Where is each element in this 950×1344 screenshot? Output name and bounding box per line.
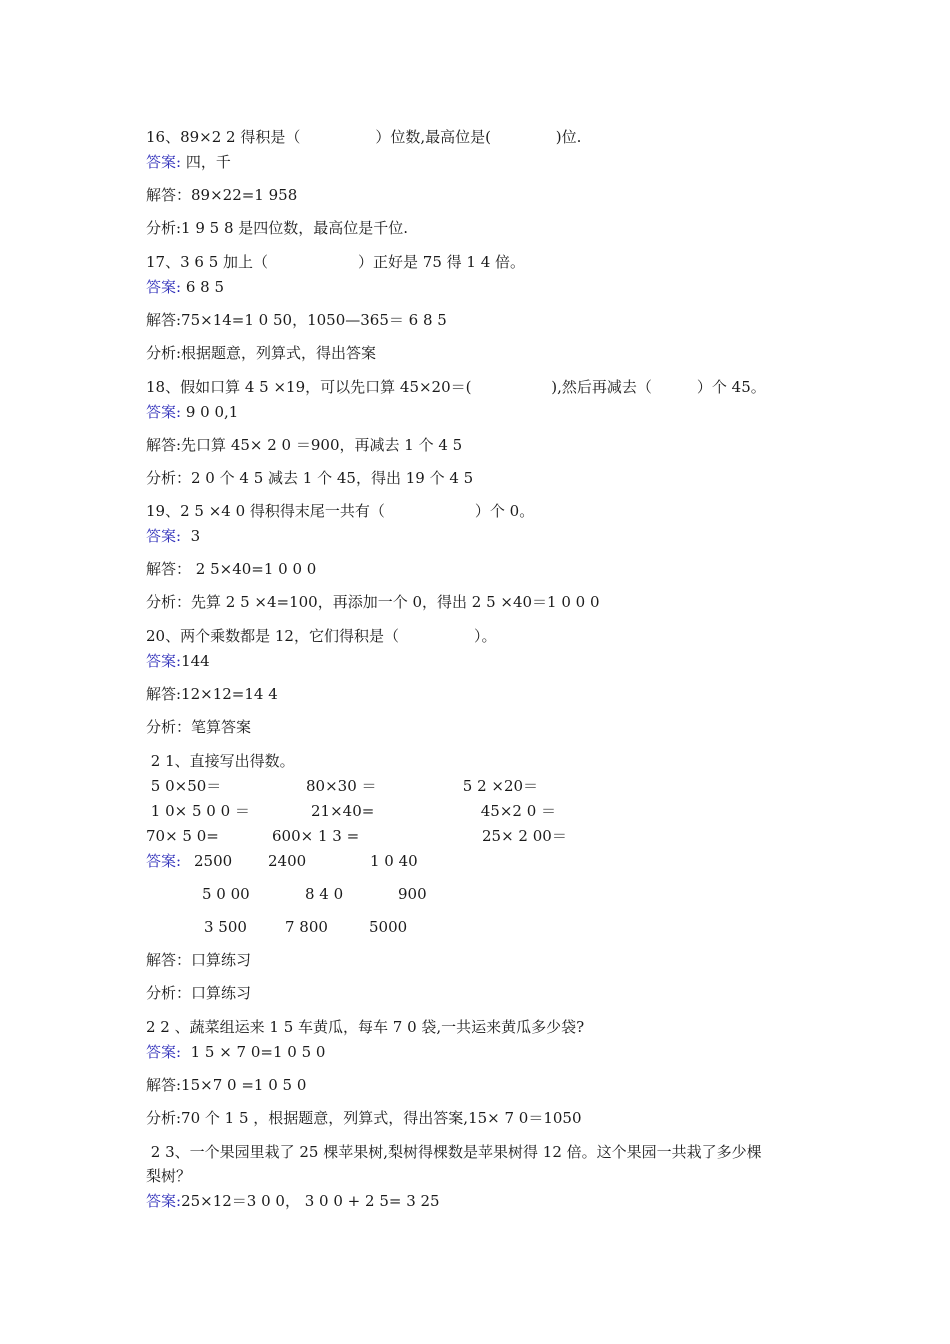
answer-value: 1 5 × 7 0=1 0 5 0 [181,1043,326,1061]
solution-19: 解答： 2 5×40=1 0 0 0 [146,560,317,578]
solution-18: 解答:先口算 45× 2 0 ＝900，再减去 1 个 4 5 [146,436,463,454]
mental-math-answer: 5000 [369,918,408,936]
answer-value: 6 8 5 [181,278,224,296]
question-22: 2 2 、蔬菜组运来 1 5 车黄瓜，每车 7 0 袋,一共运来黄瓜多少袋? [146,1018,585,1036]
answer-16 [146,152,231,172]
mental-math-problem: 45×2 0 ＝ [476,802,557,820]
answer-20 [146,651,210,671]
analysis-21: 分析：口算练习 [146,984,252,1002]
mental-math-answer: 1 0 40 [370,852,418,870]
mental-math-problem: 5 0×50＝ [146,777,222,795]
question-20: 20、两个乘数都是 12，它们得积是（ ）。 [146,627,497,645]
answer-label: 答案: [146,652,182,670]
mental-math-answer: 5 0 00 [202,885,250,903]
mental-math-problem: 600× 1 3 = [272,827,360,845]
answer-value: 9 0 0,1 [181,403,239,421]
mental-math-problem: 5 2 ×20＝ [458,777,539,795]
answer-label: 答案: [146,278,182,296]
mental-math-answer: 3 500 [204,918,247,936]
analysis-16: 分析:1 9 5 8 是四位数，最高位是千位. [146,219,409,237]
answer-18 [146,402,238,422]
mental-math-answer: 8 4 0 [305,885,344,903]
solution-20: 解答:12×12=14 4 [146,685,278,703]
mental-math-problem: 80×30 ＝ [306,777,377,795]
answer-22 [146,1042,325,1062]
answer-value: 四，千 [181,153,231,171]
answer-label: 答案: [146,852,182,870]
question-16: 16、89×2 2 得积是（ ）位数,最高位是( )位. [146,128,582,146]
mental-math-problem: 25× 2 00＝ [482,827,567,845]
analysis-22: 分析:70 个 1 5 ，根据题意，列算式，得出答案,15× 7 0＝1050 [146,1109,582,1127]
analysis-18: 分析：2 0 个 4 5 减去 1 个 45，得出 19 个 4 5 [146,469,474,487]
solution-21: 解答：口算练习 [146,951,252,969]
answer-value: 144 [181,652,210,670]
question-19: 19、2 5 ×4 0 得积得末尾一共有（ ）个 0。 [146,502,535,520]
analysis-17: 分析:根据题意，列算式，得出答案 [146,344,377,362]
mental-math-problem: 70× 5 0= [146,827,219,845]
question-21: 2 1、直接写出得数。 [146,752,295,770]
answer-value: 3 [181,527,201,545]
question-18: 18、假如口算 4 5 ×19，可以先口算 45×20＝( ),然后再减去（ ）个 45。 [146,378,766,396]
answer-17 [146,277,224,297]
solution-17: 解答:75×14=1 0 50，1050—365＝ 6 8 5 [146,311,447,329]
answer-label: 答案: [146,527,182,545]
analysis-20: 分析：笔算答案 [146,718,252,736]
answer-value: 25×12＝3 0 0， 3 0 0 + 2 5= 3 25 [181,1192,440,1210]
answer-label: 答案: [146,153,182,171]
mental-math-answer: 2500 [194,852,233,870]
mental-math-answer: 900 [398,885,427,903]
answer-label: 答案: [146,403,182,421]
analysis-19: 分析：先算 2 5 ×4=100，再添加一个 0，得出 2 5 ×40＝1 0 0 0 [146,593,600,611]
answer-19 [146,526,200,546]
question-23-continued: 梨树？ [146,1167,192,1185]
question-17: 17、3 6 5 加上（ ）正好是 75 得 1 4 倍。 [146,253,526,271]
answer-label: 答案: [146,1043,182,1061]
solution-16: 解答：89×22=1 958 [146,186,298,204]
question-23: 2 3、一个果园里栽了 25 棵苹果树,梨树得棵数是苹果树得 12 倍。这个果园一共栽了多少棵 [146,1143,762,1161]
mental-math-answer: 7 800 [285,918,328,936]
mental-math-problem: 21×40= [311,802,375,820]
answer-23 [146,1191,440,1211]
mental-math-answer: 2400 [268,852,307,870]
answer-label: 答案: [146,1192,182,1210]
solution-22: 解答:15×7 0 =1 0 5 0 [146,1076,307,1094]
mental-math-problem: 1 0× 5 0 0 ＝ [146,802,250,820]
